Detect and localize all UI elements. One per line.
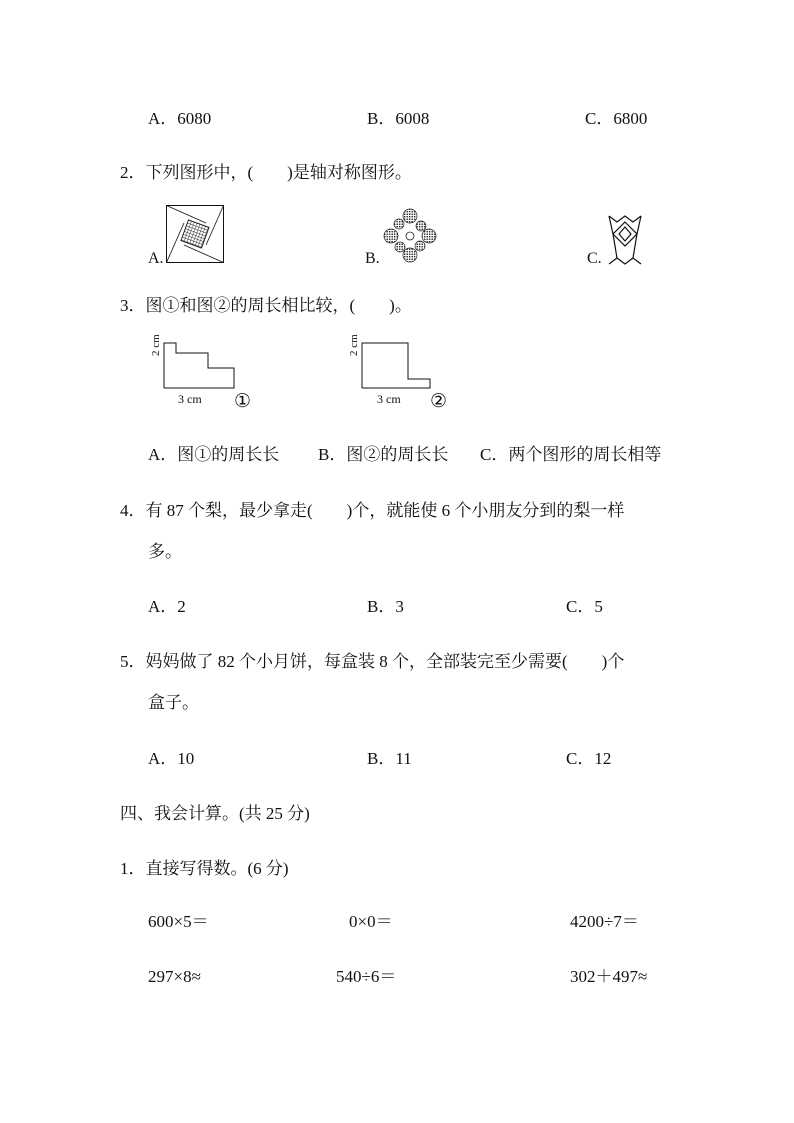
q5-option-a: A．10: [148, 749, 195, 768]
q4-stem-line2: 多。: [148, 542, 182, 561]
q2-figure-a: [166, 205, 224, 263]
q4-stem-line1: 4．有 87 个梨，最少拿走( )个，就能使 6 个小朋友分到的梨一样: [120, 501, 625, 520]
q3-figure-2: [362, 343, 432, 389]
q4-option-b: B．3: [367, 597, 404, 616]
calc-2-2: 540÷6＝: [336, 967, 397, 986]
calc-1-2: 0×0＝: [349, 912, 393, 931]
q3-fig2-side-label: 2 cm: [348, 334, 360, 356]
q3-fig2-mark: ②: [430, 391, 448, 412]
q3-option-c: C．两个图形的周长相等: [480, 445, 662, 464]
section4-title: 四、我会计算。(共 25 分): [120, 804, 310, 823]
q2-stem: 2．下列图形中，( )是轴对称图形。: [120, 163, 412, 182]
q3-figure-1: [164, 343, 236, 389]
q3-fig1-mark: ①: [234, 391, 252, 412]
q2-label-c: C.: [587, 250, 602, 267]
q2-figure-b: [381, 208, 439, 264]
q3-option-b: B．图②的周长长: [318, 445, 449, 464]
q3-fig2-bottom-label: 3 cm: [377, 392, 401, 406]
section4-sub1: 1．直接写得数。(6 分): [120, 859, 289, 878]
q2-label-b: B.: [365, 250, 380, 267]
q1-option-c: C．6800: [585, 109, 648, 128]
calc-1-1: 600×5＝: [148, 912, 209, 931]
q3-fig1-bottom-label: 3 cm: [178, 392, 202, 406]
q2-label-a: A.: [148, 250, 164, 267]
calc-2-1: 297×8≈: [148, 967, 201, 986]
q3-option-a: A．图①的周长长: [148, 445, 280, 464]
q4-option-c: C．5: [566, 597, 603, 616]
calc-2-3: 302＋497≈: [570, 967, 648, 986]
q1-option-b: B．6008: [367, 109, 430, 128]
q2-figure-c: [607, 214, 643, 266]
q3-stem: 3．图①和图②的周长相比较，( )。: [120, 296, 412, 315]
q1-option-a: A．6080: [148, 109, 212, 128]
calc-1-3: 4200÷7＝: [570, 912, 639, 931]
q5-stem-line2: 盒子。: [148, 693, 199, 712]
q3-fig1-side-label: 2 cm: [150, 334, 162, 356]
q4-option-a: A．2: [148, 597, 186, 616]
q5-option-b: B．11: [367, 749, 412, 768]
q5-stem-line1: 5．妈妈做了 82 个小月饼，每盒装 8 个，全部装完至少需要( )个: [120, 652, 625, 671]
q5-option-c: C．12: [566, 749, 612, 768]
